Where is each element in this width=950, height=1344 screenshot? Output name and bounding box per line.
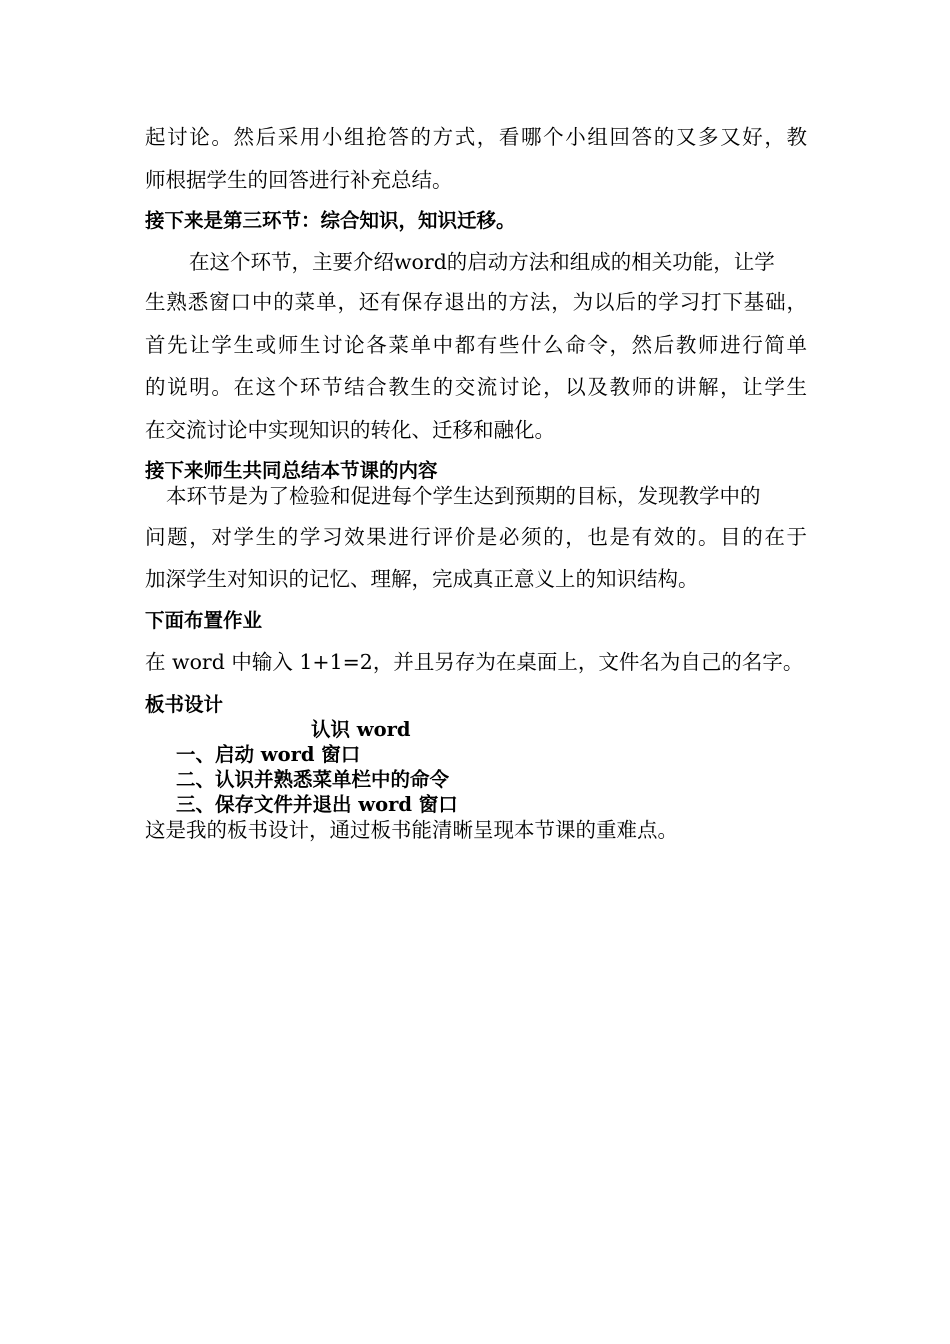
board-title: 认识 word (311, 718, 411, 741)
board-item-2: 二、认识并熟悉菜单栏中的命令 (176, 768, 450, 791)
heading-homework: 下面布置作业 (145, 609, 263, 632)
heading-third-section: 接下来是第三环节：综合知识，知识迁移。 (145, 209, 516, 232)
paragraph-2-line-3: 首先让学生或师生讨论各菜单中都有些什么命令，然后教师进行简单 (145, 333, 807, 357)
paragraph-1-line-1: 起讨论。然后采用小组抢答的方式，看哪个小组回答的又多又好，教 (145, 125, 807, 149)
homework-text: 在 word 中输入 1+1=2，并且另存为在桌面上，文件名为自己的名字。 (145, 650, 804, 674)
board-item-3: 三、保存文件并退出 word 窗口 (176, 793, 458, 816)
paragraph-2-line-5: 在交流讨论中实现知识的转化、迁移和融化。 (145, 418, 555, 442)
closing-text: 这是我的板书设计，通过板书能清晰呈现本节课的重难点。 (145, 818, 678, 842)
paragraph-3-line-3: 加深学生对知识的记忆、理解，完成真正意义上的知识结构。 (145, 567, 699, 591)
paragraph-1-line-2: 师根据学生的回答进行补充总结。 (145, 168, 453, 192)
heading-board-design: 板书设计 (145, 693, 224, 716)
board-item-1: 一、启动 word 窗口 (176, 743, 361, 766)
paragraph-3-line-2: 问题，对学生的学习效果进行评价是必须的，也是有效的。目的在于 (145, 525, 807, 549)
paragraph-2-line-1: 在这个环节，主要介绍word的启动方法和组成的相关功能，让学 (189, 250, 775, 274)
paragraph-2-line-4: 的说明。在这个环节结合教生的交流讨论，以及教师的讲解，让学生 (145, 375, 807, 399)
heading-summary: 接下来师生共同总结本节课的内容 (145, 459, 438, 482)
paragraph-2-line-2: 生熟悉窗口中的菜单，还有保存退出的方法，为以后的学习打下基础， (145, 290, 807, 314)
paragraph-3-line-1: 本环节是为了检验和促进每个学生达到预期的目标，发现教学中的 (166, 484, 761, 508)
